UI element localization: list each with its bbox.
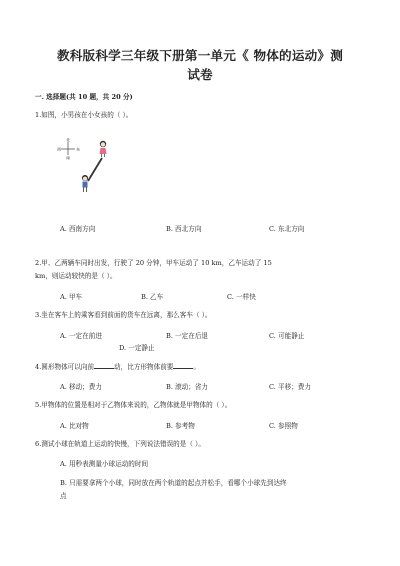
question-1-figure (58, 137, 128, 197)
page-title (40, 46, 360, 84)
q4-blank-2[interactable] (173, 361, 193, 369)
compass-west: 西 (57, 147, 61, 152)
q2-option-c[interactable]: C. 一样快 (227, 293, 256, 301)
question-3-text: 3.坐在客车上的乘客看到前面的货车在远离，那么客车（ ）。 (35, 311, 212, 319)
question-2-line-1: 2.甲、乙两辆车同时出发，行驶了 20 分钟，甲车运动了 10 km，乙车运动了 15 (35, 259, 272, 267)
q6-option-a[interactable]: A. 用秒表测量小球运动的时间 (60, 460, 149, 468)
question-2-line-2: km，则运动较快的是（ ）。 (35, 272, 117, 280)
compass-south: 南 (66, 156, 70, 160)
path-line (88, 158, 102, 181)
q2-option-b[interactable]: B. 乙车 (141, 293, 164, 301)
q5-option-a[interactable]: A. 比对物 (60, 422, 89, 430)
section-heading: 一. 选择题(共 10 题，共 20 分) (35, 93, 133, 101)
q4-blank-1[interactable] (94, 361, 114, 369)
q5-option-c[interactable]: C. 参照物 (269, 422, 298, 430)
q1-option-b[interactable]: B. 西北方向 (166, 225, 202, 233)
q4-text-b: 动，比方形物体前要 (114, 363, 174, 371)
compass-east: 东 (76, 147, 80, 152)
q3-option-d[interactable]: D. 一定静止 (119, 344, 155, 352)
q3-option-b[interactable]: B. 一定在后退 (166, 332, 209, 340)
question-1-text: 1.如图，小男孩在小女孩的（ ）。 (35, 111, 133, 119)
question-6-text: 6.测试小球在轨道上运动的快慢，下列说法错误的是（ ）。 (35, 440, 205, 448)
q4-text-c: 。 (193, 363, 200, 371)
compass-north: 北 (66, 138, 70, 142)
q6-option-b-line-2: 点 (60, 492, 67, 500)
q5-option-b[interactable]: B. 参考物 (166, 422, 195, 430)
question-5-text: 5.甲物体的位置是相对于乙物体来说的，乙物体就是甲物体的（ ）。 (35, 401, 232, 409)
q4-option-c[interactable]: C. 平移；费力 (269, 383, 311, 391)
q3-option-a[interactable]: A. 一定在前进 (60, 332, 102, 340)
question-4-text (35, 361, 200, 374)
q3-option-c[interactable]: C. 可能静止 (269, 332, 305, 340)
q4-option-a[interactable]: A. 移动；费力 (60, 383, 102, 391)
q1-option-c[interactable]: C. 东北方向 (269, 225, 305, 233)
q4-option-b[interactable]: B. 滚动；省力 (166, 383, 209, 391)
boy-figure (82, 175, 88, 192)
title-line-2: 试卷 (187, 67, 213, 82)
title-line-1: 教科版科学三年级下册第一单元《 物体的运动》测 (56, 48, 344, 63)
q6-option-b-line-1[interactable]: B. 只需要拿两个小球，同时放在两个轨道的起点并松手，看哪个小球先到达终 (60, 479, 287, 487)
q1-option-a[interactable]: A. 西南方向 (60, 225, 96, 233)
q4-text-a: 4.圆形物体可以向前 (35, 363, 95, 371)
girl-figure (100, 141, 107, 157)
compass-rose (57, 137, 80, 160)
q2-option-a[interactable]: A. 甲车 (60, 293, 83, 301)
